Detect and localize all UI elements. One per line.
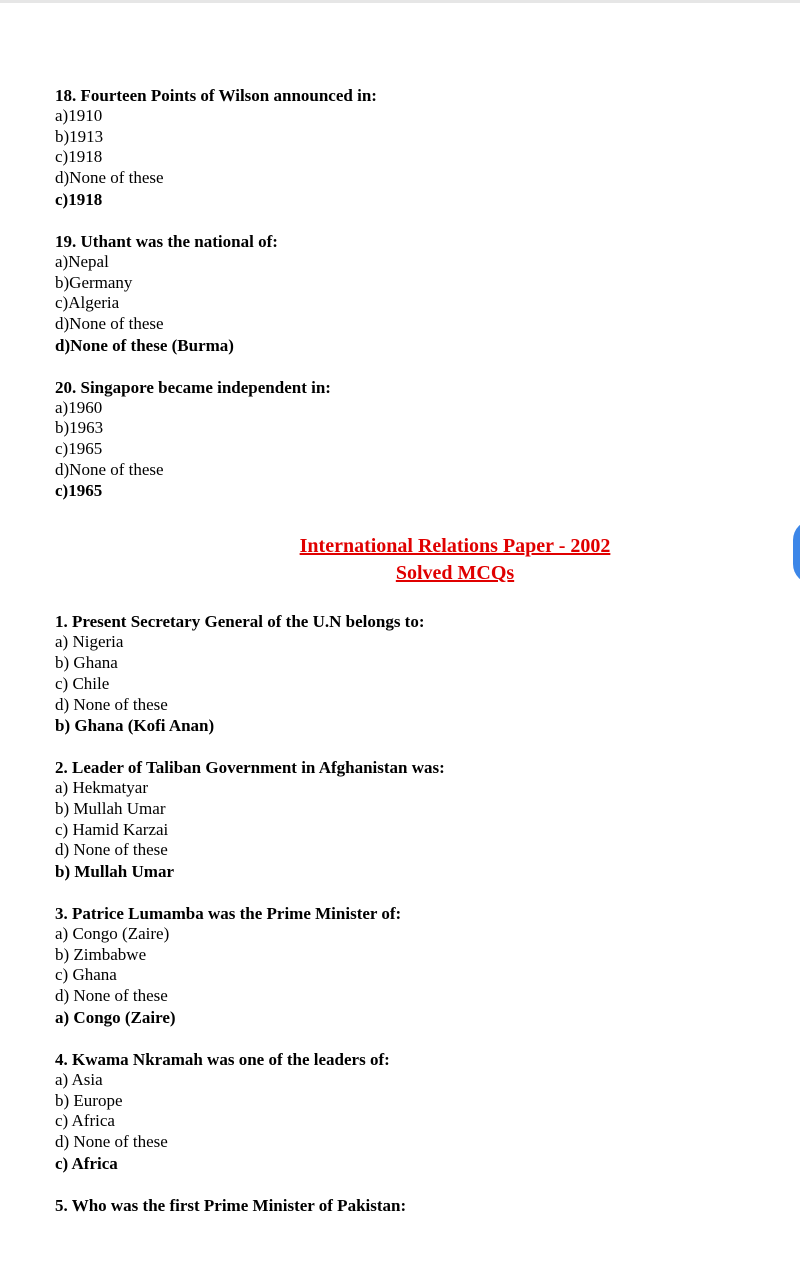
option: d)None of these — [55, 168, 164, 188]
option: c) Hamid Karzai — [55, 819, 169, 839]
option: b) Zimbabwe — [55, 944, 147, 964]
option: d) None of these — [55, 1131, 168, 1151]
question-block — [55, 611, 755, 736]
question-text: 19. Uthant was the national of: — [55, 231, 278, 251]
question-text: 2. Leader of Taliban Government in Afghanistan was: — [55, 758, 445, 778]
answer: c)1965 — [55, 481, 103, 501]
option: a)1960 — [55, 397, 103, 417]
option: b) Europe — [55, 1090, 123, 1110]
answer: d)None of these (Burma) — [55, 335, 234, 355]
answer: c) Africa — [55, 1153, 118, 1173]
question-block — [55, 1049, 755, 1174]
question-block — [55, 757, 755, 882]
question-text: 3. Patrice Lumamba was the Prime Minister of: — [55, 904, 402, 924]
question-text: 4. Kwama Nkramah was one of the leaders of: — [55, 1049, 390, 1069]
option: d)None of these — [55, 313, 164, 333]
question-text: 18. Fourteen Points of Wilson announced in: — [55, 86, 377, 105]
question-block — [55, 377, 755, 502]
option: c) Ghana — [55, 965, 117, 985]
question-block — [55, 85, 755, 210]
option: c)1918 — [55, 147, 103, 167]
question-text: 1. Present Secretary General of the U.N belongs to: — [55, 612, 425, 632]
answer: b) Mullah Umar — [55, 862, 174, 882]
option: d) None of these — [55, 694, 168, 714]
option: b)1913 — [55, 126, 104, 146]
question-text: 20. Singapore became independent in: — [55, 377, 331, 397]
answer: c)1918 — [55, 189, 103, 209]
option: a) Hekmatyar — [55, 778, 148, 798]
option: a)1910 — [55, 106, 103, 125]
option: b)Germany — [55, 272, 133, 292]
option: c)Algeria — [55, 293, 120, 313]
section-heading-line2: Solved MCQs — [395, 562, 515, 585]
option: a)Nepal — [55, 251, 109, 271]
section-heading — [0, 533, 800, 587]
option: b)1963 — [55, 418, 104, 438]
question-block — [55, 1195, 755, 1216]
top-divider — [0, 0, 800, 3]
document-page — [55, 85, 755, 1237]
option: a) Nigeria — [55, 632, 124, 652]
option: b) Ghana — [55, 653, 118, 673]
option: c) Chile — [55, 673, 110, 693]
option: c) Africa — [55, 1111, 115, 1131]
option: d)None of these — [55, 459, 164, 479]
option: c)1965 — [55, 439, 103, 459]
option: d) None of these — [55, 986, 168, 1006]
answer: a) Congo (Zaire) — [55, 1007, 176, 1027]
option: a) Congo (Zaire) — [55, 924, 170, 944]
section-heading-line1: International Relations Paper - 2002 — [299, 535, 611, 558]
question-block — [55, 231, 755, 356]
option: b) Mullah Umar — [55, 798, 166, 818]
answer: b) Ghana (Kofi Anan) — [55, 716, 215, 736]
option: a) Asia — [55, 1069, 103, 1089]
option: d) None of these — [55, 840, 168, 860]
question-block — [55, 903, 755, 1028]
question-text: 5. Who was the first Prime Minister of Pakistan: — [55, 1195, 407, 1215]
